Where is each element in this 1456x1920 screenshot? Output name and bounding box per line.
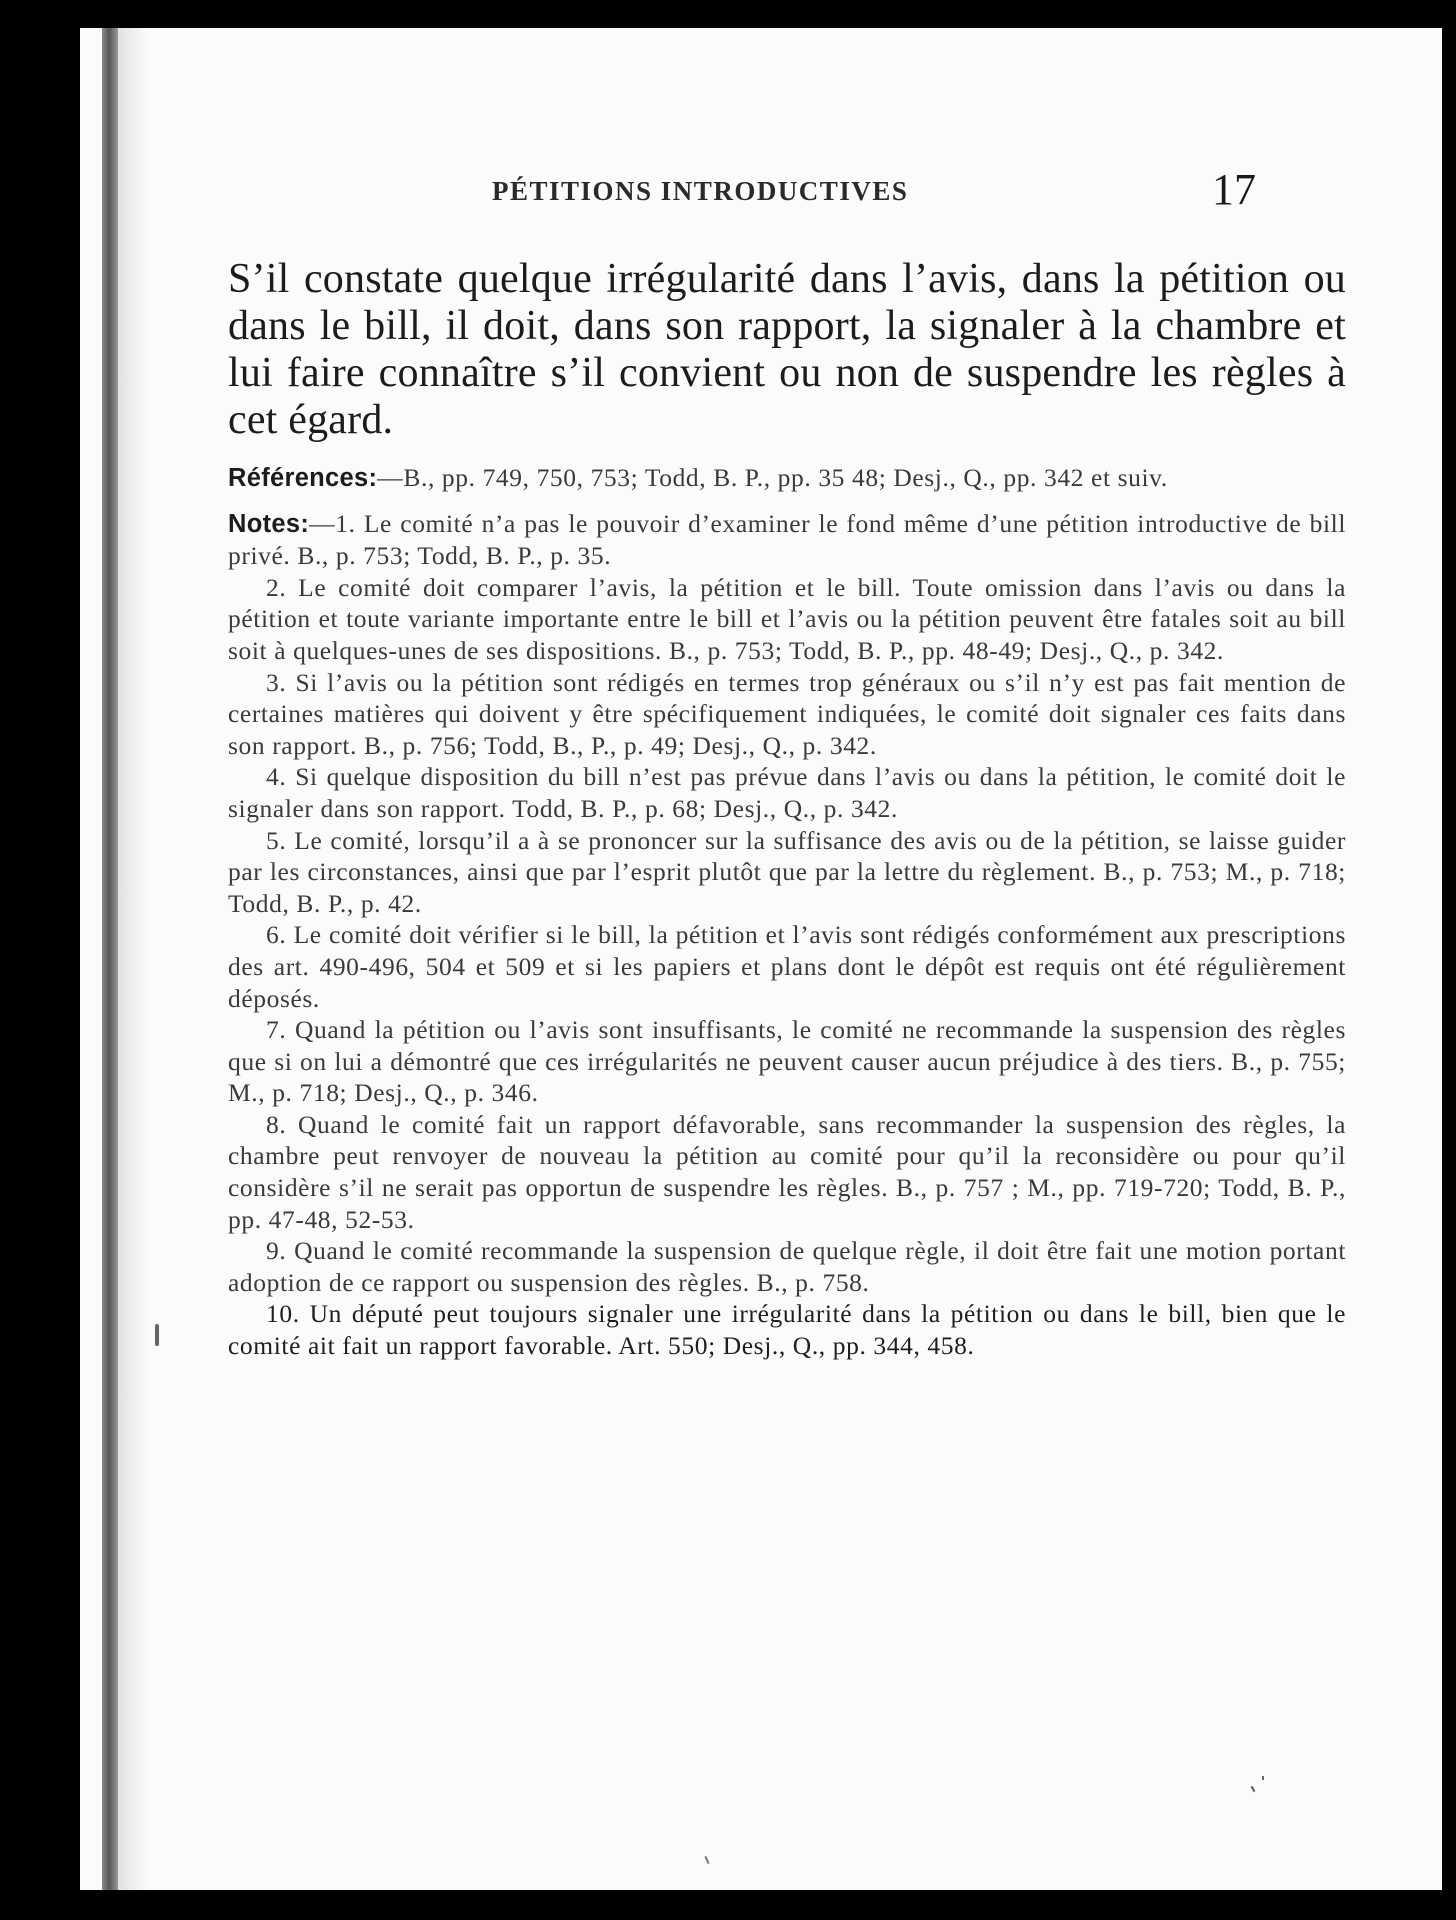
references-text: —B., pp. 749, 750, 753; Todd, B. P., pp. 35 48; Desj., Q., pp. 342 et suiv. xyxy=(377,463,1168,492)
note-2: 2. Le comité doit comparer l’avis, la pétition et le bill. Toute omission dans l’avis ou dans la pétition et toute variante importante entre le bill et l’avis ou la pétition peuvent être fatales soit au bill soit à quelques-unes de ses dispositions. B., p. 753; Todd, B. P., pp. 48-49; Desj., Q., p. 342. xyxy=(228,572,1346,665)
speck xyxy=(704,1856,709,1864)
note-3: 3. Si l’avis ou la pétition sont rédigés en termes trop généraux ou s’il n’y est pas fait mention de certaines matières qui doivent y être spécifiquement indiquées, le comité doit signaler ces faits dans son rapport. B., p. 756; Todd, B., P., p. 49; Desj., Q., p. 342. xyxy=(228,667,1346,760)
note-5: 5. Le comité, lorsqu’il a à se prononcer sur la suffisance des avis ou de la pétition, se laisse guider par les circonstances, ainsi que par l’esprit plutôt que par la lettre du règlement. B., p. 753; M., p. 718; Todd, B. P., p. 42. xyxy=(228,825,1346,918)
note-6: 6. Le comité doit vérifier si le bill, la pétition et l’avis sont rédigés conformément aux prescriptions des art. 490-496, 504 et 509 et si les papiers et plans dont le dépôt est requis ont été régulièrement déposés. xyxy=(228,920,1346,1013)
margin-mark xyxy=(155,1324,159,1346)
page-gutter xyxy=(102,28,118,1890)
note-7: 7. Quand la pétition ou l’avis sont insuffisants, le comité ne recommande la suspension des règles que si on lui a démontré que ces irrégularités ne peuvent causer aucun préjudice à des tiers. B., p. 755; M., p. 718; Desj., Q., p. 346. xyxy=(228,1015,1346,1108)
notes-label: Notes: xyxy=(228,509,310,538)
note-1 xyxy=(228,508,1346,572)
references-label: Références: xyxy=(228,464,378,492)
running-title: PÉTITIONS INTRODUCTIVES xyxy=(492,176,909,206)
page-number: 17 xyxy=(1212,165,1256,214)
note-8: 8. Quand le comité fait un rapport défavorable, sans recommander la suspension des règles, la chambre peut renvoyer de nouveau la pétition au comité pour qu’il la reconsidère ou pour qu’il considère s’il ne serait pas opportun de suspendre les règles. B., p. 757 ; M., pp. 719-720; Todd, B. P., pp. 47-48, 52-53. xyxy=(228,1109,1346,1234)
note-10: 10. Un député peut toujours signaler une irrégularité dans la pétition ou dans le bill, bien que le comité ait fait un rapport favorable. Art. 550; Desj., Q., pp. 344, 458. xyxy=(228,1299,1346,1361)
page-header xyxy=(80,164,1442,224)
commentary xyxy=(228,462,1346,1362)
rule-paragraph: S’il constate quelque irrégularité dans l’avis, dans la pétition ou dans le bill, il doit, dans son rapport, la signaler à la chambre et lui faire connaître s’il convient ou non de suspendre les règles à cet égard. xyxy=(228,256,1346,443)
gutter-shadow xyxy=(118,28,148,1890)
references-paragraph xyxy=(228,462,1346,495)
book-page xyxy=(80,28,1442,1890)
note-4: 4. Si quelque disposition du bill n’est pas prévue dans l’avis ou dans la pétition, le comité doit le signaler dans son rapport. Todd, B. P., p. 68; Desj., Q., p. 342. xyxy=(228,762,1346,823)
speck xyxy=(1262,1776,1264,1780)
note-text: —1. Le comité n’a pas le pouvoir d’examiner le fond même d’une pétition introductive de bill privé. B., p. 753; Todd, B. P., p. 35. xyxy=(228,508,1346,571)
note-9: 9. Quand le comité recommande la suspension de quelque règle, il doit être fait une motion portant adoption de ce rapport ou suspension des règles. B., p. 758. xyxy=(228,1236,1346,1297)
speck xyxy=(1251,1786,1256,1792)
